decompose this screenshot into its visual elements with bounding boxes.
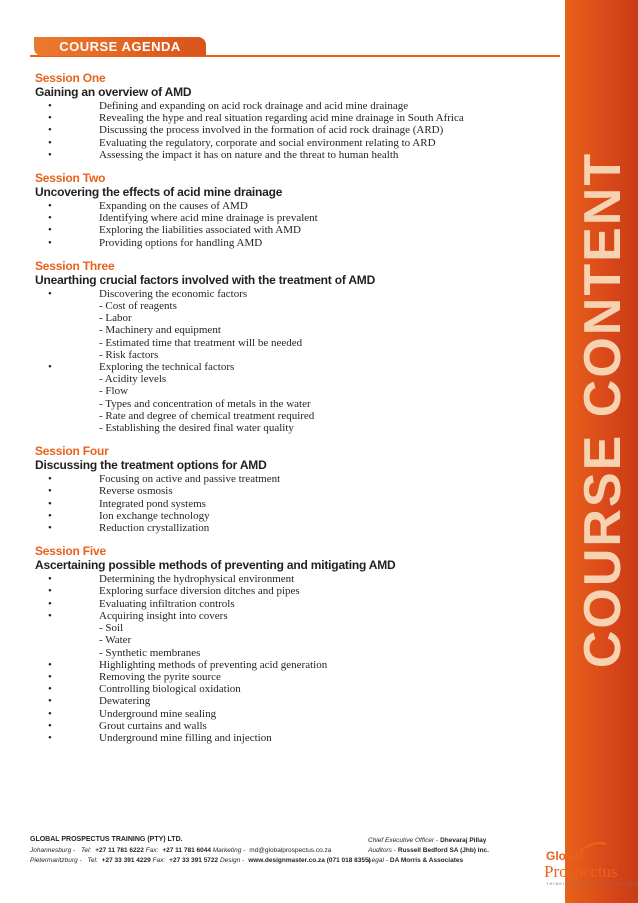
bullet-icon: • [48, 361, 52, 374]
footer-company: GLOBAL PROSPECTUS TRAINING (PTY) LTD. [30, 836, 183, 843]
agenda-item-text: Ion exchange technology [99, 509, 210, 522]
agenda-item [35, 200, 560, 212]
session-heading: Unearthing crucial factors involved with the treatment of AMD [35, 272, 376, 287]
agenda-item-text: Underground mine sealing [99, 707, 217, 720]
footer-fax: +27 11 781 6044 [162, 847, 211, 854]
agenda-subitem: - Flow [99, 385, 129, 398]
agenda-subitem: - Labor [99, 312, 132, 325]
bullet-icon: • [48, 224, 52, 237]
session-title: Session Four [35, 444, 109, 459]
session-block [35, 544, 560, 744]
agenda-item-text: Reverse osmosis [99, 485, 173, 498]
agenda-subitem: - Machinery and equipment [99, 324, 221, 337]
agenda-item-text: Acquiring insight into covers [99, 609, 228, 622]
agenda-item-text: Identifying where acid mine drainage is prevalent [99, 212, 318, 225]
bullet-icon: • [48, 112, 52, 125]
bullet-icon: • [48, 236, 52, 249]
agenda-item-text: Expanding on the causes of AMD [99, 200, 248, 213]
bullet-icon: • [48, 485, 52, 498]
agenda-item-text: Defining and expanding on acid rock drainage and acid mine drainage [99, 100, 409, 112]
agenda-subitem: - Estimated time that treatment will be needed [99, 336, 303, 349]
agenda-item-text: Reduction crystallization [99, 522, 210, 535]
footer-officers [368, 836, 489, 866]
agenda-item-text: Controlling biological oxidation [99, 683, 241, 696]
agenda-item [35, 510, 560, 522]
footer-officer-row: Chief Executive Officer - Dhevaraj Pillay [368, 837, 487, 844]
agenda-item [35, 112, 560, 124]
agenda-subitem: - Rate and degree of chemical treatment required [99, 409, 315, 422]
footer-row-pietermaritzburg: Pietermaritzburg - Tel: +27 33 391 4229 Fax: +27 33 391 5722 Design - www.designmaster.co.za (071 018 8355) [30, 857, 371, 864]
footer-contacts [30, 836, 371, 866]
bullet-icon: • [48, 719, 52, 732]
bullet-icon: • [48, 100, 52, 112]
session-title: Session Two [35, 171, 106, 186]
global-prospectus-logo [530, 840, 638, 890]
agenda-item [35, 473, 560, 485]
footer-tel: +27 11 781 6222 [95, 847, 144, 854]
agenda-item [35, 683, 560, 695]
agenda-content [35, 71, 560, 754]
logo-word-prospectus: Prospectus [544, 862, 618, 881]
agenda-tab: COURSE AGENDA [34, 37, 206, 56]
agenda-item-text: Evaluating infiltration controls [99, 597, 235, 610]
footer-fax: +27 33 391 5722 [169, 857, 219, 864]
agenda-item-text: Assessing the impact it has on nature and the threat to human health [99, 148, 399, 161]
logo-word-global: Global [546, 849, 584, 863]
agenda-item-text: Evaluating the regulatory, corporate and social environment relating to ARD [99, 136, 436, 149]
agenda-subitem: - Soil [99, 622, 124, 635]
agenda-item-text: Underground mine filling and injection [99, 731, 272, 744]
bullet-icon: • [48, 509, 52, 522]
session-title: Session Three [35, 258, 115, 273]
footer-row-johannesburg: Johannesburg - Tel: +27 11 781 6222 Fax: +27 11 781 6044 Marketing - md@globalprospectus.co.za [30, 847, 332, 854]
bullet-icon: • [48, 597, 52, 610]
agenda-subitem: - Synthetic membranes [99, 646, 201, 659]
bullet-icon: • [48, 287, 52, 300]
agenda-item [35, 485, 560, 497]
agenda-item [35, 288, 560, 300]
agenda-item [35, 598, 560, 610]
session-heading: Uncovering the effects of acid mine drainage [35, 185, 283, 200]
bullet-icon: • [48, 573, 52, 586]
footer-officer-row: Legal - DA Morris & Associates [368, 857, 464, 864]
bullet-icon: • [48, 124, 52, 137]
agenda-item [35, 237, 560, 249]
bullet-icon: • [48, 683, 52, 696]
bullet-icon: • [48, 609, 52, 622]
logo-tagline: THINKING BEYOND THE OBVIOUS [546, 881, 638, 886]
agenda-subitem: - Types and concentration of metals in the water [99, 397, 311, 410]
session-block [35, 259, 560, 434]
agenda-item-text: Removing the pyrite source [99, 670, 221, 683]
bullet-icon: • [48, 695, 52, 708]
bullet-icon: • [48, 522, 52, 535]
agenda-item [35, 659, 560, 671]
agenda-item [35, 585, 560, 597]
agenda-subitem: - Establishing the desired final water quality [99, 422, 294, 435]
agenda-item-text: Determining the hydrophysical environment [99, 573, 295, 586]
agenda-item-text: Revealing the hype and real situation regarding acid mine drainage in South Africa [99, 112, 464, 125]
agenda-item-text: Highlighting methods of preventing acid generation [99, 658, 328, 671]
agenda-item [35, 671, 560, 683]
side-label: COURSE CONTENT [574, 151, 632, 669]
agenda-item [35, 124, 560, 136]
agenda-item-text: Discovering the economic factors [99, 287, 248, 300]
agenda-item [35, 522, 560, 534]
session-heading: Gaining an overview of AMD [35, 85, 192, 99]
agenda-item [35, 224, 560, 236]
agenda-item-text: Exploring surface diversion ditches and pipes [99, 585, 300, 598]
session-block [35, 71, 560, 161]
agenda-item [35, 732, 560, 744]
bullet-icon: • [48, 497, 52, 510]
agenda-item [35, 498, 560, 510]
footer-city: Pietermaritzburg - [30, 857, 82, 864]
agenda-item [35, 149, 560, 161]
agenda-item-text: Dewatering [99, 695, 151, 708]
agenda-item [35, 610, 560, 622]
session-block [35, 171, 560, 249]
footer-website[interactable]: www.designmaster.co.za (071 018 8355) [248, 857, 371, 864]
agenda-subitem: - Cost of reagents [99, 300, 177, 313]
agenda-item [35, 695, 560, 707]
agenda-item [35, 720, 560, 732]
bullet-icon: • [48, 212, 52, 225]
session-title: Session One [35, 71, 106, 85]
agenda-subitem: - Risk factors [99, 348, 159, 361]
agenda-item-text: Focusing on active and passive treatment [99, 473, 281, 486]
agenda-item [35, 361, 560, 373]
agenda-item-text: Integrated pond systems [99, 497, 206, 510]
agenda-item-text: Grout curtains and walls [99, 719, 207, 732]
agenda-subitem: - Acidity levels [99, 373, 167, 386]
bullet-icon: • [48, 658, 52, 671]
session-block [35, 444, 560, 534]
footer-officer-row: Auditors - Russell Bedford SA (Jhb) Inc. [368, 847, 489, 854]
agenda-item [35, 137, 560, 149]
agenda-item-text: Discussing the process involved in the formation of acid rock drainage (ARD) [99, 124, 444, 137]
agenda-item [35, 100, 560, 112]
footer-city: Johannesburg - [30, 847, 76, 854]
bullet-icon: • [48, 585, 52, 598]
session-heading: Discussing the treatment options for AMD [35, 458, 267, 473]
session-title: Session Five [35, 544, 106, 559]
agenda-item-text: Exploring the technical factors [99, 361, 235, 374]
bullet-icon: • [48, 200, 52, 213]
bullet-icon: • [48, 707, 52, 720]
session-heading: Ascertaining possible methods of preventing and mitigating AMD [35, 558, 396, 573]
agenda-subitem: - Water [99, 634, 132, 647]
agenda-item [35, 212, 560, 224]
footer-email[interactable]: md@globalprospectus.co.za [249, 847, 332, 854]
footer-tel: +27 33 391 4229 [101, 857, 151, 864]
bullet-icon: • [48, 731, 52, 744]
agenda-item [35, 573, 560, 585]
bullet-icon: • [48, 148, 52, 161]
agenda-item [35, 708, 560, 720]
bullet-icon: • [48, 670, 52, 683]
bullet-icon: • [48, 473, 52, 486]
agenda-item-text: Providing options for handling AMD [99, 236, 263, 249]
agenda-item-text: Exploring the liabilities associated with AMD [99, 224, 301, 237]
bullet-icon: • [48, 136, 52, 149]
